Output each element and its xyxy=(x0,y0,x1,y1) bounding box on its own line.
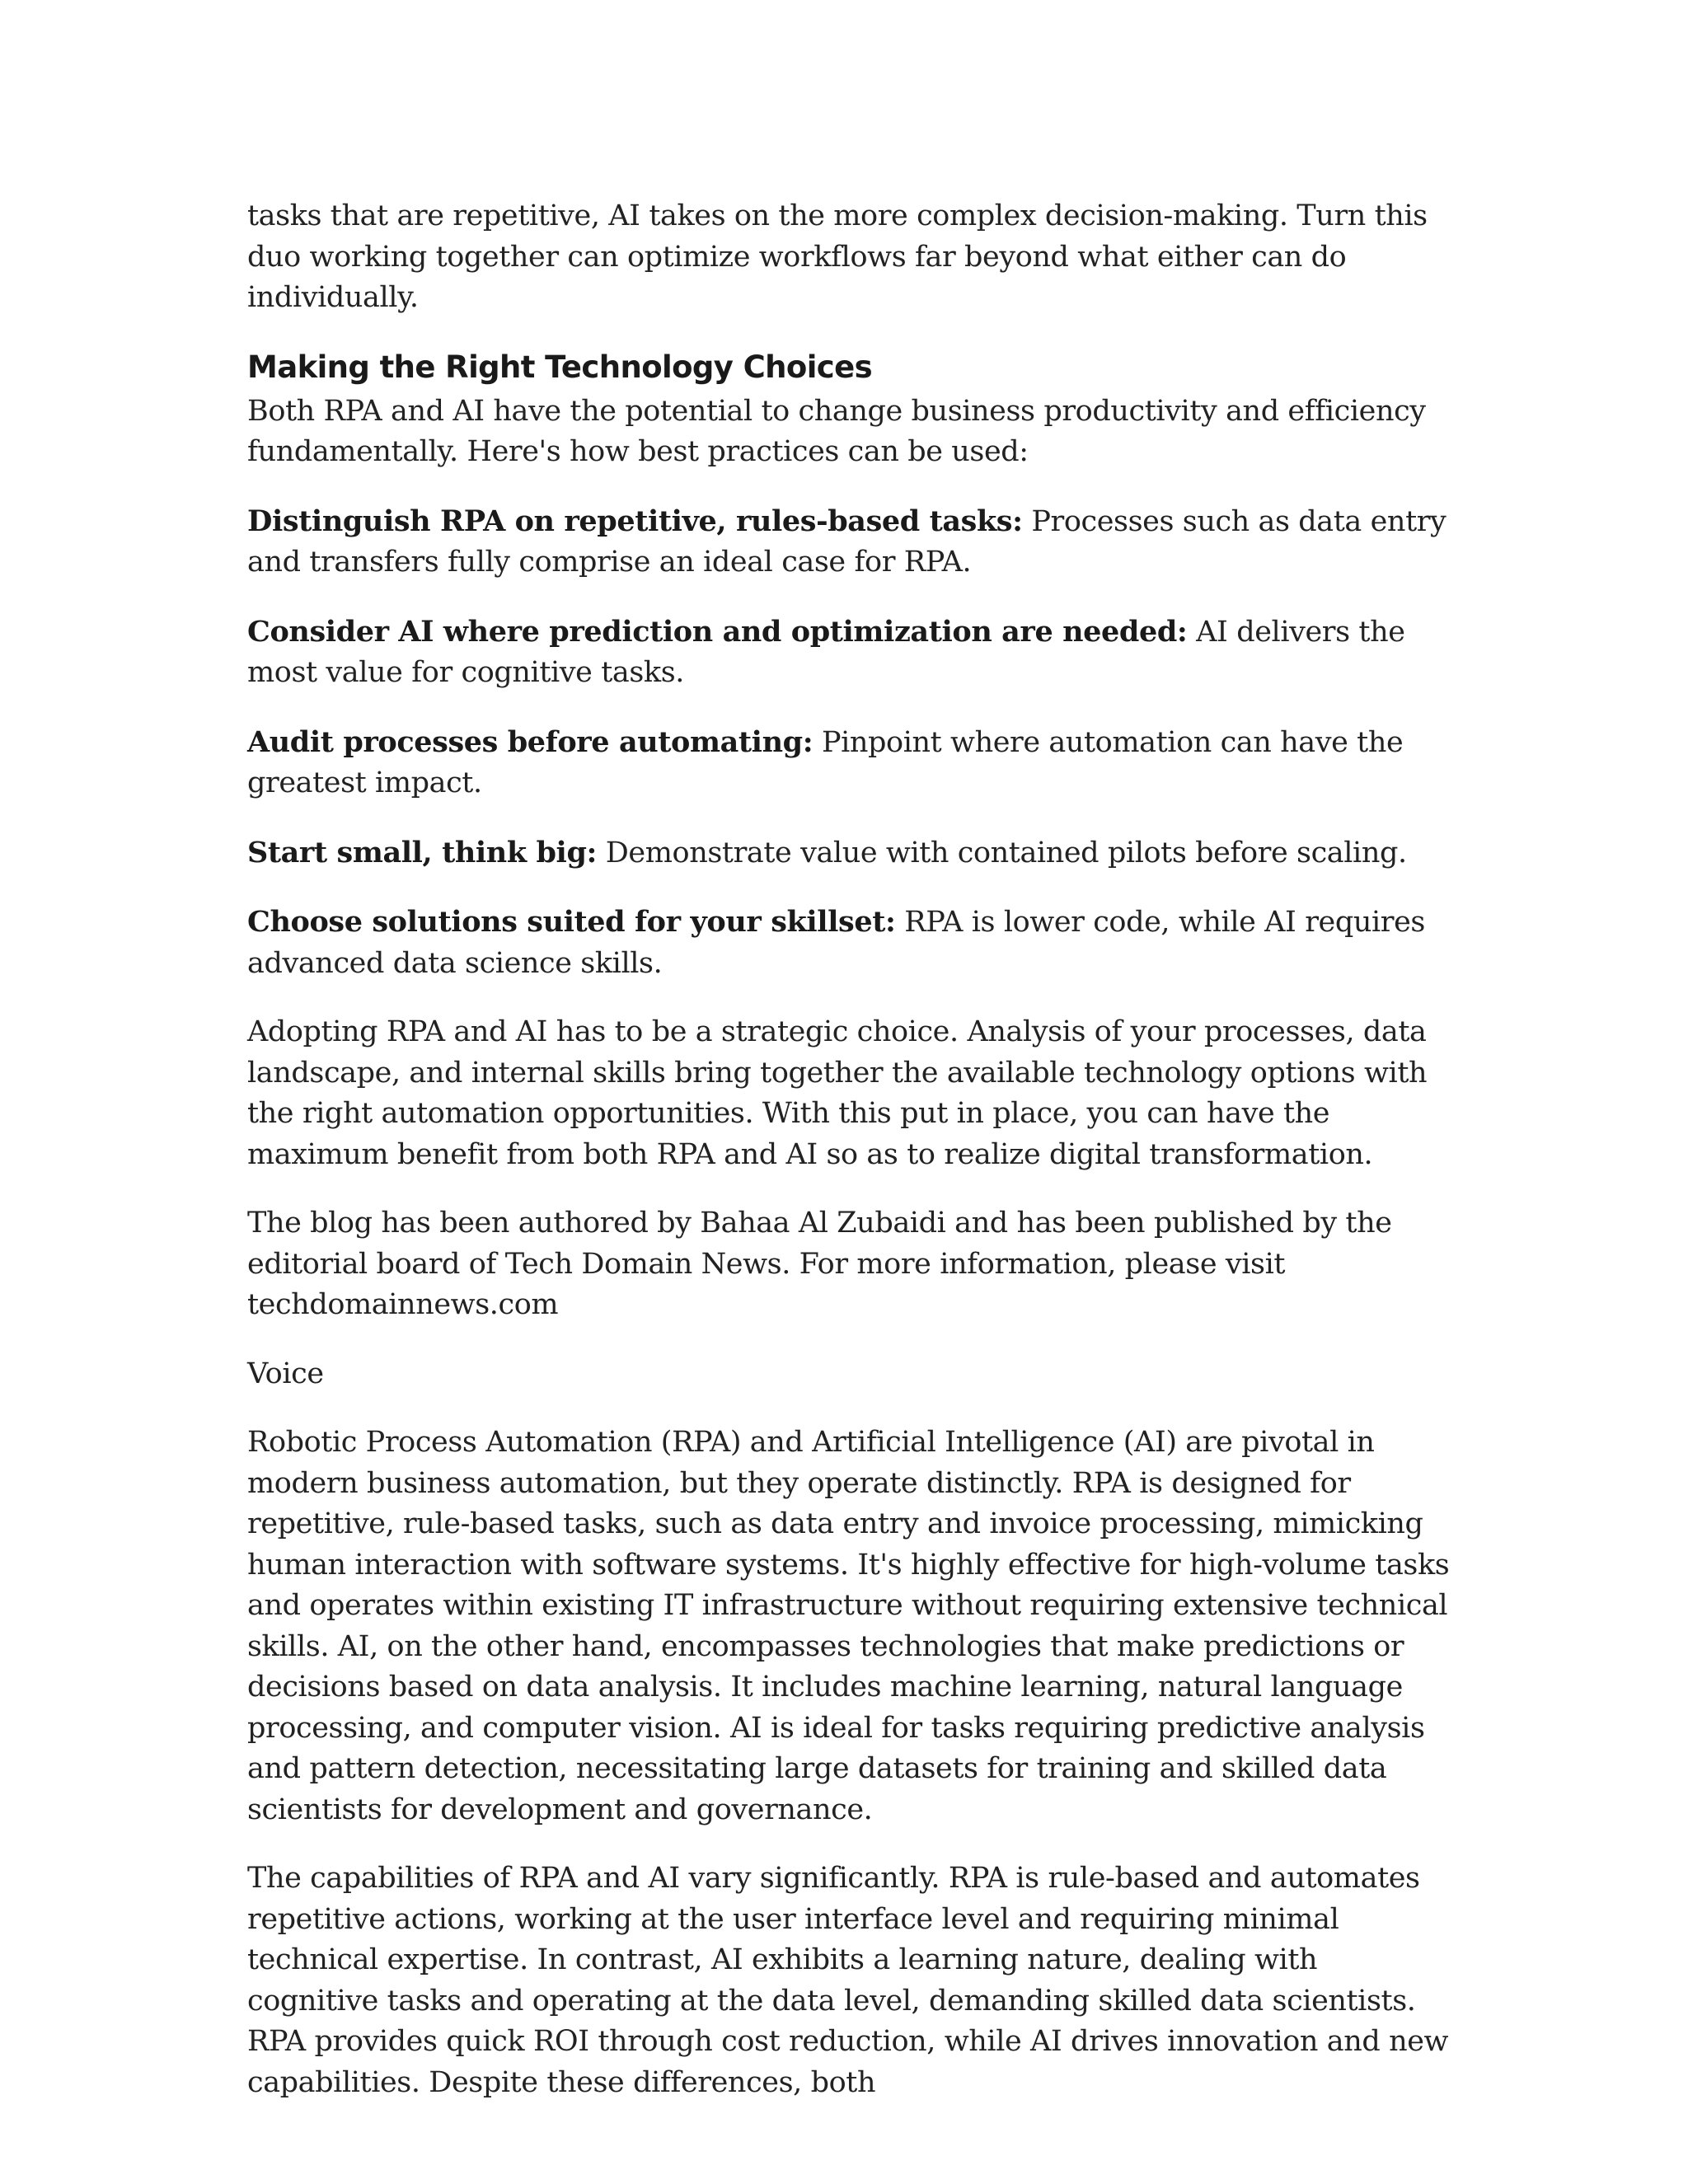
practice-item xyxy=(247,902,1451,984)
practice-item xyxy=(247,722,1451,804)
practice-lead: Start small, think big: xyxy=(247,835,598,869)
intro-continuation-paragraph: tasks that are repetitive, AI takes on the more complex decision-making. Turn this duo working together can optimize workflows far beyond what either can do individually. xyxy=(247,199,1428,314)
section-intro-paragraph: Both RPA and AI have the potential to change business productivity and efficiency fundamentally. Here's how best practices can be used: xyxy=(247,394,1426,468)
practice-lead: Audit processes before automating: xyxy=(247,724,814,759)
section-heading: Making the Right Technology Choices xyxy=(247,349,873,385)
practice-item xyxy=(247,832,1451,874)
practice-text: Processes such as data entry and transfers fully comprise an ideal case for RPA. xyxy=(247,504,1447,579)
practice-text: Demonstrate value with contained pilots before scaling. xyxy=(597,836,1407,869)
practice-text: AI delivers the most value for cognitive tasks. xyxy=(247,615,1405,689)
practice-lead: Consider AI where prediction and optimization are needed: xyxy=(247,614,1188,649)
practice-lead: Choose solutions suited for your skillset: xyxy=(247,905,896,939)
voice-paragraph: The capabilities of RPA and AI vary significantly. RPA is rule-based and automates repetitive actions, working at the user interface level and requiring minimal technical expertise. In contrast, AI exhibits a learning nature, dealing with cognitive tasks and operating at the data level, demanding skilled data scientists. RPA provides quick ROI through cost reduction, while AI drives innovation and new capabilities. Despite these differences, both xyxy=(247,1862,1449,2099)
conclusion-paragraph: Adopting RPA and AI has to be a strategic choice. Analysis of your processes, data landscape, and internal skills bring together the available technology options with the right automation opportunities. With this put in place, you can have the maximum benefit from both RPA and AI so as to realize digital transformation. xyxy=(247,1015,1428,1171)
practice-text: RPA is lower code, while AI requires advanced data science skills. xyxy=(247,906,1425,980)
voice-paragraph: Robotic Process Automation (RPA) and Artificial Intelligence (AI) are pivotal in modern business automation, but they operate distinctly. RPA is designed for repetitive, rule-based tasks, such as data entry and invoice processing, mimicking human interaction with software systems. It's highly effective for high-volume tasks and operates within existing IT infrastructure without requiring extensive technical skills. AI, on the other hand, encompasses technologies that make predictions or decisions based on data analysis. It includes machine learning, natural language processing, and computer vision. AI is ideal for tasks requiring predictive analysis and pattern detection, necessitating large datasets for training and skilled data scientists for development and governance. xyxy=(247,1426,1450,1826)
practice-text: Pinpoint where automation can have the greatest impact. xyxy=(247,725,1404,799)
document-page xyxy=(247,196,1451,2131)
practice-lead: Distinguish RPA on repetitive, rules-based tasks: xyxy=(247,504,1023,538)
voice-label: Voice xyxy=(247,1357,324,1390)
practice-item xyxy=(247,501,1451,583)
practice-item xyxy=(247,612,1451,694)
authorship-paragraph: The blog has been authored by Bahaa Al Zubaidi and has been published by the editorial board of Tech Domain News. For more information, please visit techdomainnews.com xyxy=(247,1207,1392,1321)
